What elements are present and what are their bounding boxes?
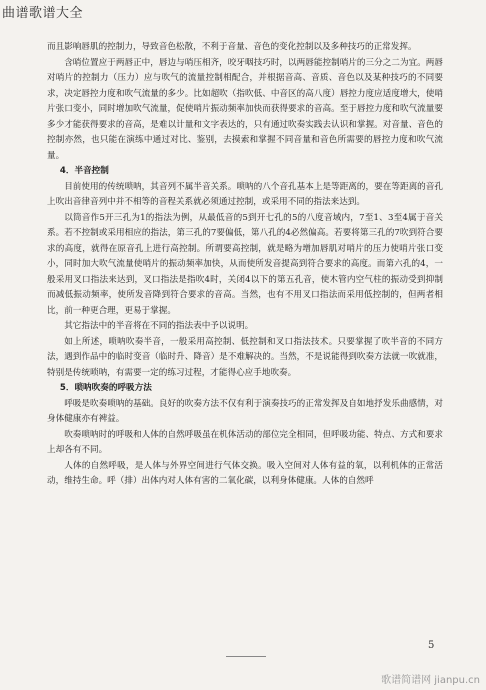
site-banner: 曲谱歌谱大全 — [2, 6, 84, 21]
body-paragraph: 以筒音作5开三孔为1的指法为例，从最低音的5到开七孔的5的八度音域内，7至1、3至4属于音关系。若不控制或采用相应的指法，第三孔的7要偏低，第八孔的4必然偏高。若要将第三孔的7吹到符合要求的高度，就得在原音孔上进行高控制。所谓要高控制，就是略为增加唇肌对哨片的压力使哨片张口变小，同时加大吹气流量使哨片的振动频率加快，从而使所发音提高到符合要求的高度。而第六孔的4，一般采用叉口指法来达到，叉口指法是指吹4时，关闭4以下的第五孔音，使木管内空气柱的振动受到抑制而减低振动频率，使所发音降到符合要求的音高。当然，也有不用叉口指法而采用低控制的，但两者相比，前一种更合理，更易于掌握。 — [47, 212, 443, 316]
page-number: 5 — [428, 640, 435, 651]
watermark: 歌谱简谱网 jianpu.cn — [381, 675, 480, 686]
body-paragraph: 人体的自然呼吸，是人体与外界空间进行气体交换。吸入空间对人体有益的氧，以利机体的正常活动，维持生命。呼（排）出体内对人体有害的二氧化碳，以利身体健康。人体的自然呼 — [47, 460, 443, 486]
body-paragraph: 目前使用的传统唢呐，其音列不属半音关系。唢呐的八个音孔基本上是等距离的，要在等距离的音孔上吹出音律音列中并不相等的音程关系就必须通过控制，或采用不同的指法来达到。 — [47, 181, 443, 207]
body-paragraph: 吹奏唢呐时的呼吸和人体的自然呼吸虽在机体活动的部位完全相同，但呼吸功能、特点、方式和要求上却各有不同。 — [47, 429, 443, 455]
document-body — [47, 40, 443, 490]
section-heading: 5．唢呐吹奏的呼吸方法 — [59, 383, 152, 393]
body-paragraph: 其它指法中的半音将在不同的指法表中予以说明。 — [64, 321, 254, 331]
footer-rule — [226, 656, 266, 657]
body-paragraph: 含哨位置应于两唇正中，唇边与哨压相齐，咬牙咽技巧时，以两唇能控制哨片的三分之二为宜。两唇对哨片的控制力（压力）应与吹气的流量控制相配合，并根据音高、音质、音色以及某种技巧的不同要求，决定唇控力度和吹气流量的多少。比如超吹（指吹低、中音区的高八度）唇控力度应适度增大，使哨片张口变小，同时增加吹气流量，促使哨片振动频率加快而获得要求的音高。至于唇控力度和吹气流量要多少才能获得要求的音高，是难以计量和文字表达的，只有通过吹奏实践去认识和掌握。对音量、音色的控制亦然，也只能在演练中通过对比、鉴别，去摸索和掌握不同音量和音色所需要的唇控力度和吹气流量。 — [47, 57, 443, 161]
body-paragraph: 呼吸是吹奏唢呐的基础。良好的吹奏方法不仅有利于演奏技巧的正常发挥及自如地抒发乐曲感情，对身体健康亦有裨益。 — [47, 398, 443, 424]
body-paragraph: 而且影响唇肌的控制力，导致音色松散，不利于音量、音色的变化控制以及多种技巧的正常发挥。 — [47, 42, 417, 52]
body-paragraph: 如上所述，唢呐吹奏半音，一般采用高控制、低控制和叉口指法技术。只要掌握了吹半音的不同方法，遇到作品中的临时变音（临时升、降音）是不难解决的。当然，不是说能得到吹奏方法就一吹就准，特别是传统唢呐，有需要一定的练习过程，才能得心应手地吹奏。 — [47, 336, 443, 378]
section-heading: 4．半音控制 — [59, 166, 109, 176]
